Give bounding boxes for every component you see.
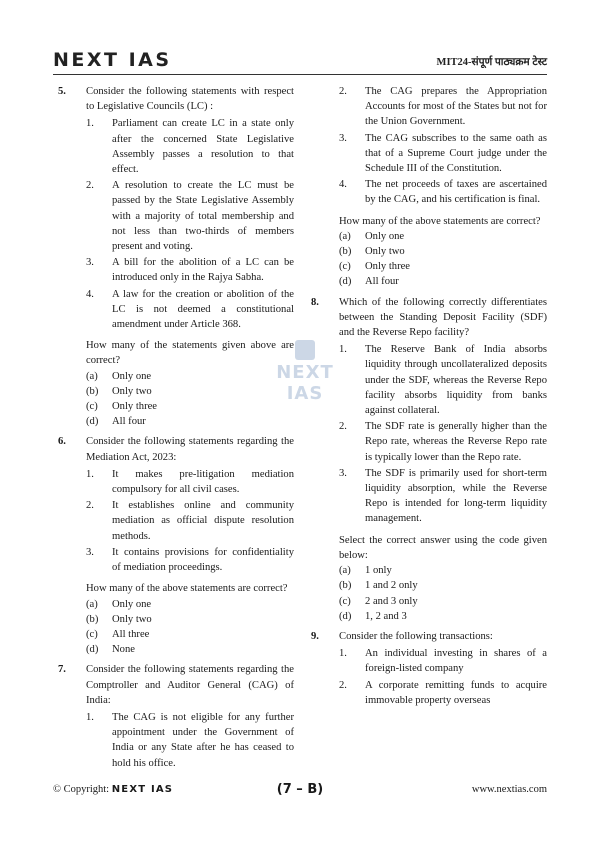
watermark-line-2: IAS <box>286 383 324 404</box>
statement <box>86 287 294 333</box>
question-7-continued <box>311 84 547 290</box>
statement-list <box>86 467 294 575</box>
option-a[interactable] <box>86 597 294 612</box>
statement-list <box>86 116 294 332</box>
question-5 <box>58 84 294 429</box>
statement <box>339 342 547 418</box>
question-7 <box>58 662 294 770</box>
statement-text: The SDF rate is generally higher than the Repo rate, whereas the Reverse Repo rate is typically lower than the Repo rate. <box>365 421 547 463</box>
option-text: All four <box>112 416 146 428</box>
statement <box>339 131 547 177</box>
question-number: 9. <box>311 630 319 642</box>
option-c[interactable] <box>339 594 547 609</box>
option-text: 1 only <box>365 565 392 577</box>
option-b[interactable] <box>339 578 547 593</box>
copyright-label: © Copyright: <box>53 784 110 795</box>
option-label: (a) <box>86 370 98 382</box>
copyright-notice <box>53 784 173 795</box>
option-label: (c) <box>86 401 98 413</box>
statement-list <box>339 84 547 208</box>
option-a[interactable] <box>86 369 294 384</box>
option-label: (b) <box>86 385 99 397</box>
statement-number: 2. <box>86 500 94 512</box>
website-link[interactable]: www.nextias.com <box>471 784 547 795</box>
option-text: 1 and 2 only <box>365 580 418 592</box>
option-label: (c) <box>339 595 351 607</box>
statement <box>339 419 547 465</box>
statement-text: A law for the creation or abolition of the LC is not deemed a constitutional amendment under Article 368. <box>112 288 294 331</box>
left-column <box>58 84 294 775</box>
statement-text: The net proceeds of taxes are ascertained by the CAG, and his certification is final. <box>365 179 547 206</box>
statement-text: The SDF is primarily used for short-term liquidity absorption, while the Reverse Repo is intended for long-term liquidity management. <box>365 467 547 525</box>
statement-text: A bill for the abolition of a LC can be introduced only in the Rajya Sabha. <box>112 257 294 284</box>
statement-text: It makes pre-litigation mediation compulsory for all civil cases. <box>112 468 294 496</box>
statement-number: 2. <box>339 421 347 433</box>
question-6 <box>58 434 294 657</box>
option-text: Only one <box>112 598 152 610</box>
option-label: (a) <box>339 230 351 242</box>
statement-number: 2. <box>339 679 347 691</box>
statement-number: 1. <box>86 468 94 480</box>
statement-text: The CAG subscribes to the same oath as that of a Supreme Court judge under the Schedule III of the Constitution. <box>365 132 547 175</box>
option-label: (a) <box>339 565 351 577</box>
statement <box>86 116 294 177</box>
next-ias-logo: NEXT IAS <box>53 49 172 71</box>
question-number: 8. <box>311 296 319 308</box>
question-stem: Which of the following correctly differentiates between the Standing Deposit Facility (SDF) and the Reverse Repo facility? <box>339 296 547 339</box>
option-a[interactable] <box>339 229 547 244</box>
question-stem: Consider the following transactions: <box>339 630 493 642</box>
test-series-title: MIT24-संपूर्ण पाठ्यक्रम टेस्ट <box>436 57 547 68</box>
question-number: 7. <box>58 664 66 676</box>
statement-number: 1. <box>339 648 347 660</box>
option-b[interactable] <box>86 612 294 627</box>
statement-number: 3. <box>339 132 347 144</box>
option-label: (b) <box>339 246 352 258</box>
option-label: (b) <box>86 613 99 625</box>
question-stem: Consider the following statements with respect to Legislative Councils (LC) : <box>86 86 294 113</box>
option-text: 1, 2 and 3 <box>365 610 407 622</box>
option-d[interactable] <box>86 414 294 429</box>
option-text: Only three <box>365 261 411 273</box>
statement-text: The CAG is not eligible for any further appointment under the Government of India or any State after he has ceased to hold his office. <box>112 711 294 769</box>
statement-number: 1. <box>86 711 94 723</box>
option-c[interactable] <box>86 399 294 414</box>
option-text: Only one <box>112 370 152 382</box>
statement <box>86 178 294 254</box>
statement <box>86 545 294 575</box>
statement-text: A resolution to create the LC must be passed by the State Legislative Assembly with a majority of total membership and not less than two-thirds of members present and voting. <box>112 180 294 253</box>
statement-number: 3. <box>339 467 347 479</box>
statement <box>86 710 294 771</box>
statement <box>86 498 294 544</box>
option-label: (a) <box>86 598 98 610</box>
question-prompt: How many of the above statements are correct? <box>339 215 541 227</box>
statement-text: The Reserve Bank of India absorbs liquidity through uncollateralized deposits under the SDF, whereas the Reverse Repo facility absorbs liquidity from banks against collateral. <box>365 344 547 417</box>
option-label: (b) <box>339 580 352 592</box>
option-b[interactable] <box>339 244 547 259</box>
page-footer <box>53 782 547 800</box>
option-text: Only two <box>112 613 152 625</box>
statement <box>339 646 547 676</box>
option-text: Only three <box>112 401 158 413</box>
right-column <box>311 84 547 712</box>
statement <box>86 255 294 285</box>
option-c[interactable] <box>339 259 547 274</box>
option-label: (c) <box>339 261 351 273</box>
statement-list <box>339 646 547 708</box>
option-text: All three <box>112 628 150 640</box>
page-number: (7 – B) <box>276 782 324 797</box>
page-header <box>53 50 547 72</box>
question-9 <box>311 629 547 708</box>
statement <box>339 84 547 130</box>
option-d[interactable] <box>339 274 547 289</box>
statement <box>339 466 547 527</box>
question-prompt: How many of the above statements are correct? <box>86 583 288 595</box>
question-number: 6. <box>58 436 66 448</box>
option-text: Only one <box>365 230 405 242</box>
statement-number: 3. <box>86 546 94 558</box>
statement-number: 2. <box>339 86 347 97</box>
statement-text: A corporate remitting funds to acquire immovable property overseas <box>365 679 547 706</box>
statement <box>86 467 294 497</box>
statement-text: An individual investing in shares of a foreign-listed company <box>365 648 547 675</box>
statement-number: 4. <box>339 179 347 191</box>
option-text: None <box>112 644 135 656</box>
option-label: (d) <box>339 276 352 288</box>
question-prompt: Select the correct answer using the code given below: <box>339 534 547 561</box>
statement <box>339 678 547 708</box>
option-label: (d) <box>339 610 352 622</box>
option-b[interactable] <box>86 384 294 399</box>
option-a[interactable] <box>339 563 547 578</box>
question-8 <box>311 295 547 624</box>
option-text: 2 and 3 only <box>365 595 418 607</box>
statement-number: 1. <box>86 118 94 130</box>
statement-number: 1. <box>339 344 347 356</box>
option-label: (c) <box>86 628 98 640</box>
statement-list <box>339 342 547 526</box>
statement-list <box>86 710 294 771</box>
statement-text: It contains provisions for confidentiality of mediation proceedings. <box>112 546 294 574</box>
statement-text: The CAG prepares the Appropriation Accounts for most of the States but not for the Union Government. <box>365 86 547 128</box>
statement-number: 2. <box>86 180 94 192</box>
footer-brand: NEXT IAS <box>111 784 174 795</box>
question-stem: Consider the following statements regarding the Comptroller and Auditor General (CAG) of India: <box>86 664 294 706</box>
option-text: Only two <box>365 246 405 258</box>
statement-text: Parliament can create LC in a state only after the concerned State Legislative Assembly passes a resolution to that effect. <box>112 118 294 176</box>
option-d[interactable] <box>339 609 547 624</box>
statement-number: 4. <box>86 288 94 300</box>
option-text: Only two <box>112 385 152 397</box>
question-number: 5. <box>58 86 66 97</box>
option-c[interactable] <box>86 627 294 642</box>
option-label: (d) <box>86 644 99 656</box>
statement-number: 3. <box>86 257 94 269</box>
option-d[interactable] <box>86 642 294 657</box>
question-prompt: How many of the statements given above are correct? <box>86 340 294 367</box>
statement <box>339 177 547 207</box>
question-stem: Consider the following statements regarding the Mediation Act, 2023: <box>86 436 294 463</box>
statement-text: It establishes online and community mediation as official dispute resolution methods. <box>112 500 294 542</box>
option-label: (d) <box>86 416 99 428</box>
option-text: All four <box>365 276 399 288</box>
watermark-line-1: NEXT <box>276 362 334 383</box>
header-divider <box>53 74 547 75</box>
